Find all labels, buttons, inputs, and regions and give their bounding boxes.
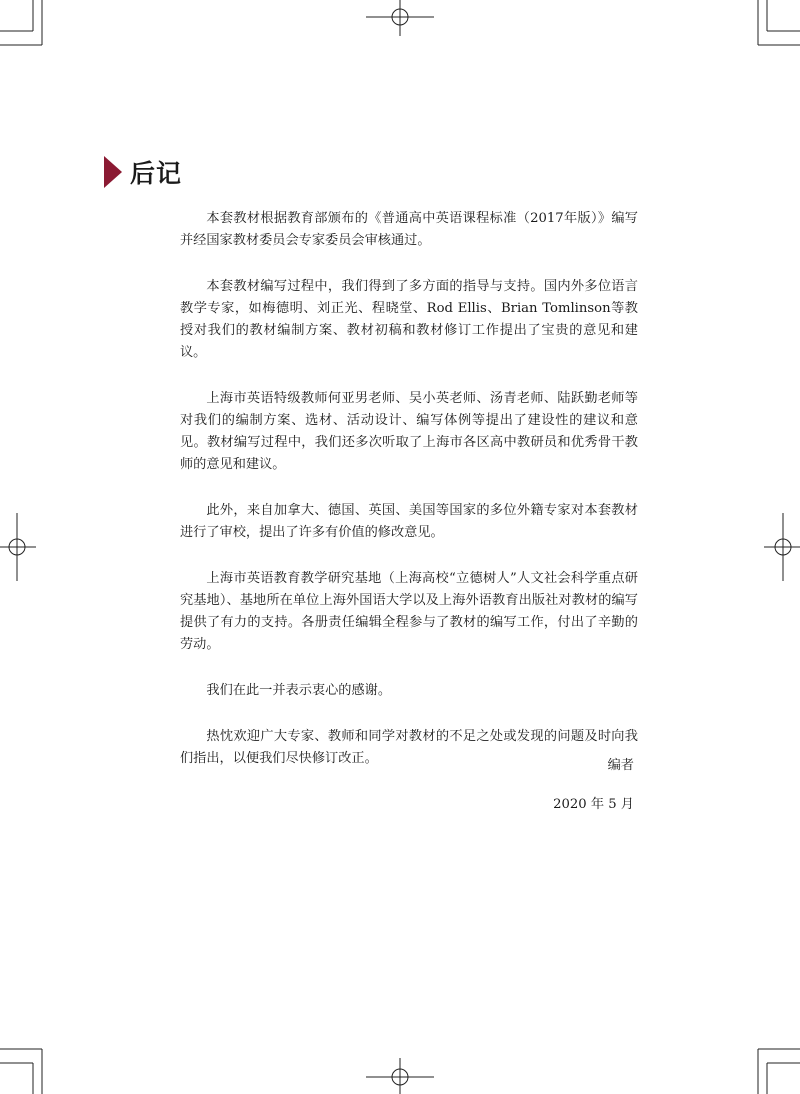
registration-mark-top [366,0,434,36]
paragraph-5: 上海市英语教育教学研究基地（上海高校“立德树人”人文社会科学重点研究基地）、基地所在单位上海外国语大学以及上海外语教育出版社对教材的编写提供了有力的支持。各册责任编辑全程参与了教材的编写工作，付出了辛勤的劳动。 [180,571,638,652]
crop-mark-top-right [758,0,800,45]
registration-mark-bottom [366,1058,434,1094]
section-heading [104,156,182,188]
paragraph-7: 热忱欢迎广大专家、教师和同学对教材的不足之处或发现的问题及时向我们指出，以便我们尽快修订改正。 [180,729,638,766]
afterword-body [180,208,638,794]
registration-mark-left [0,513,36,581]
crop-mark-top-left [0,0,42,45]
paragraph-3: 上海市英语特级教师何亚男老师、吴小英老师、汤青老师、陆跃勤老师等对我们的编制方案、选材、活动设计、编写体例等提出了建设性的建议和意见。教材编写过程中，我们还多次听取了上海市各区高中教研员和优秀骨干教师的意见和建议。 [180,391,638,472]
crop-mark-bottom-right [758,1049,800,1094]
paragraph-4: 此外，来自加拿大、德国、英国、美国等国家的多位外籍专家对本套教材进行了审校，提出了许多有价值的修改意见。 [180,503,638,540]
signature-date: 2020 年 5 月 [553,797,634,812]
triangle-marker-icon [104,156,122,188]
paragraph-1: 本套教材根据教育部颁布的《普通高中英语课程标准（2017年版）》编写并经国家教材委员会专家委员会审核通过。 [180,211,638,248]
paragraph-6: 我们在此一并表示衷心的感谢。 [206,683,392,698]
crop-mark-bottom-left [0,1049,42,1094]
registration-mark-right [764,513,800,581]
page-title: 后记 [130,159,183,188]
signature-author: 编者 [607,758,634,773]
paragraph-2: 本套教材编写过程中，我们得到了多方面的指导与支持。国内外多位语言教学专家，如梅德明、刘正光、程晓堂、Rod Ellis、Brian Tomlinson等教授对我们的教材编制方案、教材初稿和教材修订工作提出了宝贵的意见和建议。 [180,279,638,360]
